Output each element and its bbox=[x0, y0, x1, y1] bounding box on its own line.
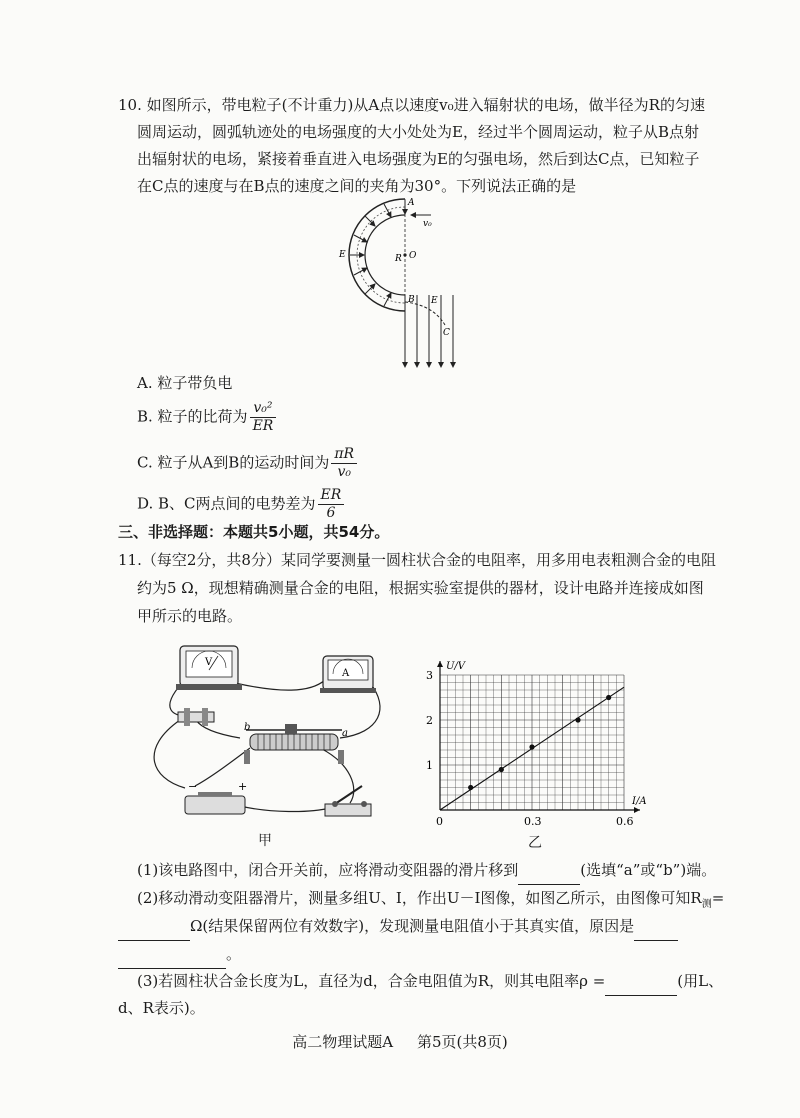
y-tick-label: 3 bbox=[426, 669, 433, 682]
option-c bbox=[137, 446, 357, 481]
label-C: C bbox=[443, 328, 450, 338]
answer-blank-1[interactable] bbox=[518, 857, 580, 885]
y-tick-label: 1 bbox=[426, 759, 433, 772]
y-axis-label: U/V bbox=[446, 661, 466, 672]
label-E-right: E bbox=[431, 296, 438, 306]
y-tick-label: 2 bbox=[426, 714, 433, 727]
x-tick-label: 0.3 bbox=[524, 815, 542, 828]
label-A: A bbox=[408, 198, 415, 208]
q11-part3-line2: d、R表示)。 bbox=[118, 999, 205, 1017]
battery-minus-label: − bbox=[188, 780, 198, 793]
data-point bbox=[606, 695, 611, 700]
label-E-left: E bbox=[339, 250, 346, 260]
footer-subject: 高二物理试题A bbox=[292, 1033, 394, 1051]
q11-part3 bbox=[137, 968, 723, 996]
figure-jia-caption: 甲 bbox=[258, 833, 272, 849]
battery-plus-label: + bbox=[238, 780, 248, 793]
x-tick-label: 0 bbox=[436, 815, 443, 828]
option-b-fraction: $\frac{\text{v₀²}}{ER}$ bbox=[250, 400, 277, 435]
radial-field-figure bbox=[333, 195, 473, 375]
y-axis-arrow bbox=[437, 661, 443, 667]
battery-icon bbox=[185, 792, 245, 814]
label-B: B bbox=[408, 295, 415, 305]
circuit-figure bbox=[140, 638, 390, 828]
x-axis-arrow bbox=[634, 807, 640, 813]
rheostat-a-label: a bbox=[342, 728, 348, 739]
data-point bbox=[575, 717, 580, 722]
q11-part2-end: 。 bbox=[226, 945, 242, 963]
data-point bbox=[529, 744, 534, 749]
answer-blank-3-cont[interactable] bbox=[118, 941, 226, 969]
label-R: R bbox=[395, 254, 402, 264]
q11-part3-text: (3)若圆柱状合金长度为L，直径为d，合金电阻值为R，则其电阻率ρ = bbox=[137, 972, 606, 990]
q11-line-3: 甲所示的电路。 bbox=[137, 607, 243, 625]
rheostat-icon bbox=[244, 724, 344, 764]
answer-blank-3[interactable] bbox=[634, 913, 678, 941]
q10-line-4: 在C点的速度与在B点的速度之间的夹角为30°。下列说法正确的是 bbox=[137, 177, 577, 195]
option-d bbox=[137, 487, 344, 522]
data-point bbox=[468, 785, 473, 790]
option-d-text: D. B、C两点间的电势差为 bbox=[137, 494, 316, 513]
option-a: A. 粒子带负电 bbox=[137, 374, 233, 392]
q10-line-2: 圆周运动，圆弧轨迹处的电场强度的大小处处为E，经过半个圆周运动，粒子从B点射 bbox=[137, 123, 699, 141]
data-point bbox=[499, 767, 504, 772]
footer-page: 第5页(共8页) bbox=[416, 1033, 508, 1051]
q11-part3-tail: (用L、 bbox=[677, 972, 724, 990]
section-heading: 三、非选择题：本题共5小题，共54分。 bbox=[118, 523, 390, 541]
answer-blank-4[interactable] bbox=[605, 968, 677, 996]
q11-part2-subscript: 测 bbox=[701, 899, 712, 910]
switch-icon bbox=[325, 786, 371, 816]
ammeter-label: A bbox=[342, 668, 350, 679]
option-c-text: C. 粒子从A到B的运动时间为 bbox=[137, 453, 330, 472]
x-tick-label: 0.6 bbox=[616, 815, 634, 828]
q11-part2-line2 bbox=[118, 913, 678, 941]
figure-yi-caption: 乙 bbox=[528, 835, 542, 851]
q11-line-2: 约为5 Ω，现想精确测量合金的电阻，根据实验室提供的器材，设计电路并连接成如图 bbox=[137, 579, 704, 597]
voltmeter-label: V bbox=[205, 657, 213, 668]
rheostat-b-label: b bbox=[244, 722, 251, 733]
option-c-fraction: $\frac{\pi R}{\text{v₀}}$ bbox=[331, 446, 357, 481]
voltmeter-icon bbox=[176, 646, 242, 690]
q11-part2-line3 bbox=[118, 941, 241, 969]
q11-part2-eq: = bbox=[711, 889, 725, 907]
option-b-text: B. 粒子的比荷为 bbox=[137, 407, 248, 426]
option-d-fraction: $\frac{ER}{6}$ bbox=[318, 487, 345, 522]
q10-line-1: 10. 如图所示，带电粒子(不计重力)从A点以速度v₀进入辐射状的电场，做半径为R的匀速 bbox=[118, 96, 705, 114]
page-footer bbox=[0, 1031, 800, 1052]
u-i-graph bbox=[418, 648, 658, 838]
q11-part1 bbox=[137, 857, 716, 885]
q11-part1-text: (1)该电路图中，闭合开关前，应将滑动变阻器的滑片移到 bbox=[137, 861, 519, 879]
option-b bbox=[137, 400, 276, 435]
label-O: O bbox=[409, 251, 417, 261]
q11-part2-text: (2)移动滑动变阻器滑片，测量多组U、I，作出U－I图像，如图乙所示，由图像可知R bbox=[137, 889, 702, 907]
q10-line-3: 出辐射状的电场，紧接着垂直进入电场强度为E的匀强电场，然后到达C点，已知粒子 bbox=[137, 150, 700, 168]
q11-line-1: 11.（每空2分，共8分）某同学要测量一圆柱状合金的电阻率，用多用电表粗测合金的电阻 bbox=[118, 551, 716, 569]
alloy-resistor-icon bbox=[178, 708, 214, 726]
answer-blank-2[interactable] bbox=[118, 913, 190, 941]
x-axis-label: I/A bbox=[632, 796, 647, 807]
q11-part1-tail: (选填“a”或“b”)端。 bbox=[580, 861, 717, 879]
q11-part2-text2: Ω(结果保留两位有效数字)，发现测量电阻值小于其真实值，原因是 bbox=[190, 917, 635, 935]
label-v0: v₀ bbox=[423, 219, 432, 229]
